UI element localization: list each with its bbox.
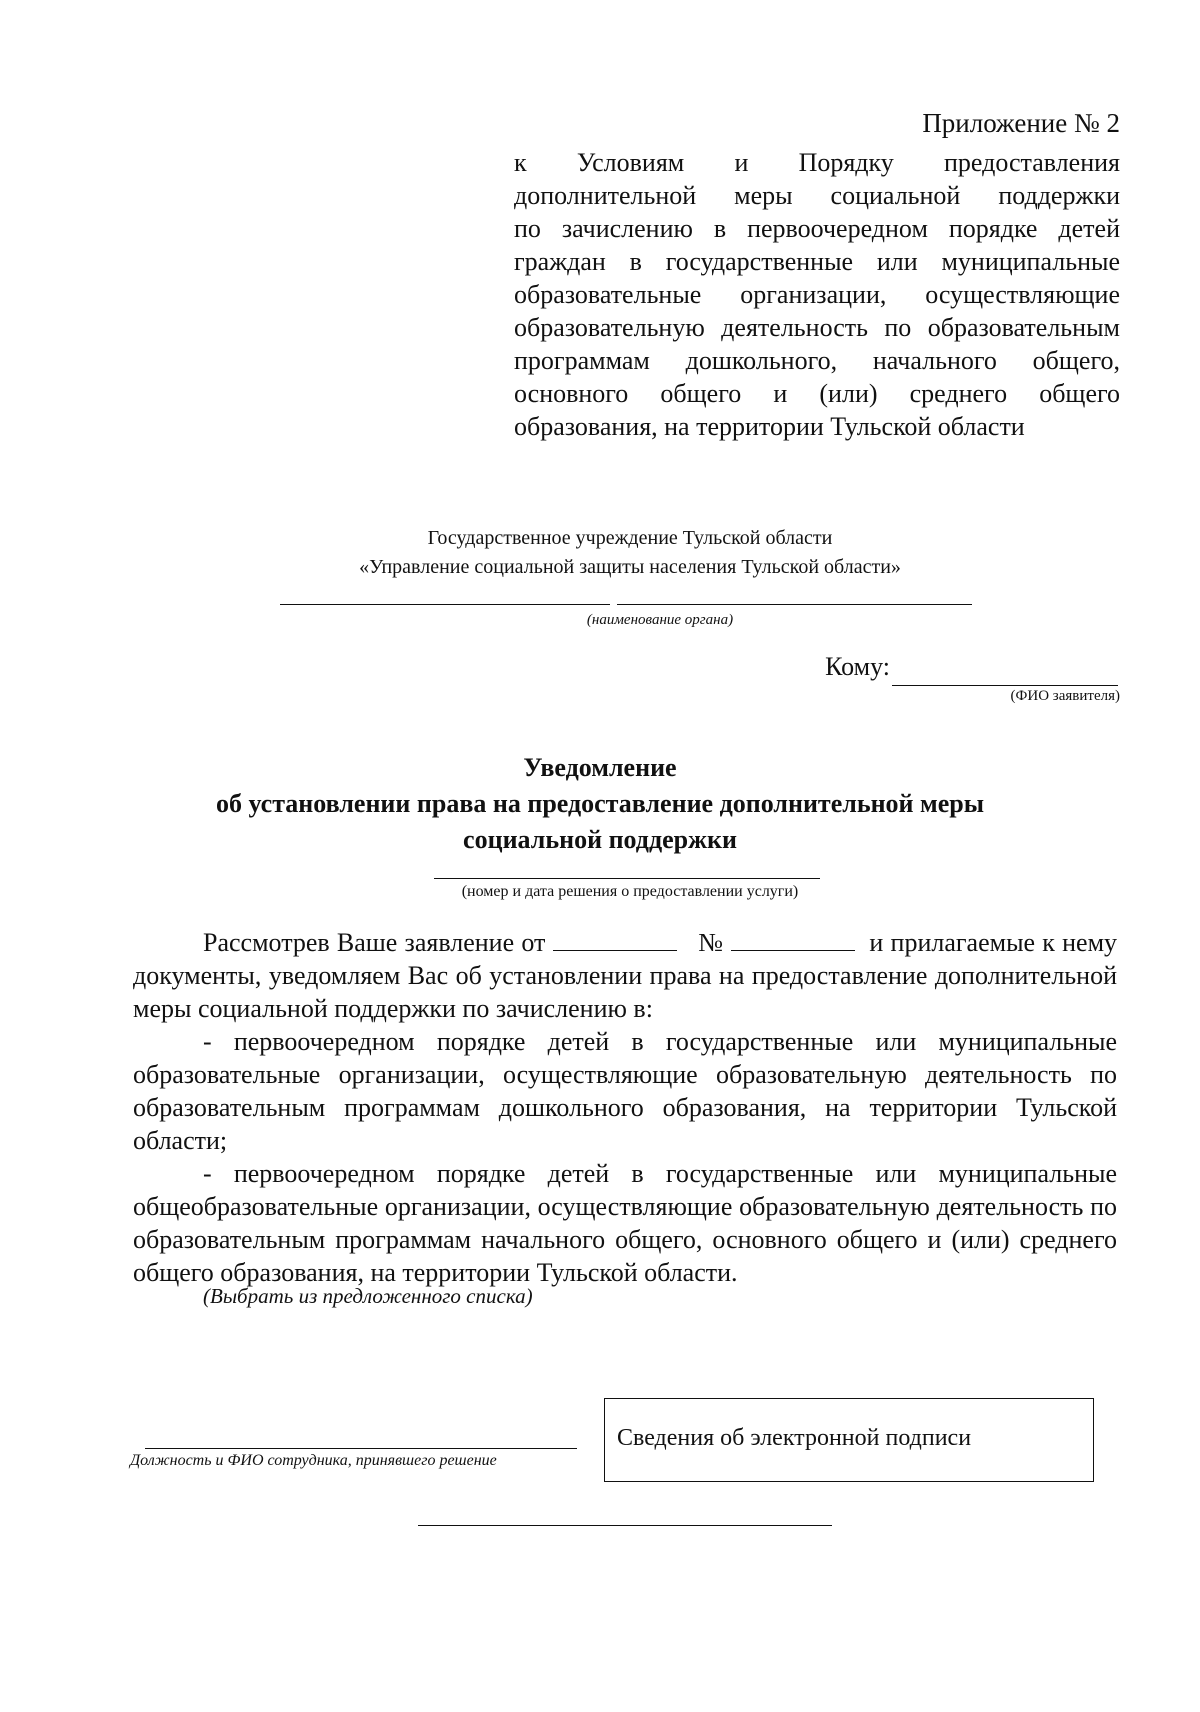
appendix-line: к Условиям и Порядку предоставления bbox=[514, 148, 1120, 177]
decision-caption: (номер и дата решения о предоставлении услуги) bbox=[461, 883, 799, 900]
number-sign: № bbox=[698, 928, 724, 957]
organization-caption: (наименование органа) bbox=[586, 612, 734, 628]
appendix-line: образования, на территории Тульской области bbox=[514, 412, 1025, 441]
intro-start: Рассмотрев Ваше заявление от bbox=[203, 928, 546, 957]
appendix-line: программам дошкольного, начального общего, bbox=[514, 346, 1120, 375]
title-line-2: об установлении права на предоставление дополнительной меры bbox=[215, 789, 985, 818]
list-item: - первоочередном порядке детей в государственные или муниципальные образовательные организации, осуществляющие образовательную деятельность по образовательным программам дошкольного образования, на территории Тульской области; bbox=[133, 1027, 1117, 1155]
appendix-line: дополнительной меры социальной поддержки bbox=[514, 181, 1120, 210]
application-number-field[interactable] bbox=[731, 926, 855, 951]
recipient-caption: (ФИО заявителя) bbox=[1010, 688, 1120, 704]
intro-end: и прилагаемые к нему документы, уведомляем Вас об установлении права на предоставление дополнительной меры социальной поддержки по зачислению в: bbox=[133, 928, 1118, 1023]
choose-note: (Выбрать из предложенного списка) bbox=[203, 1284, 533, 1308]
appendix-line: образовательную деятельность по образовательным bbox=[514, 313, 1120, 342]
signature-caption: Должность и ФИО сотрудника, принявшего решение bbox=[130, 1452, 497, 1469]
appendix-title: Приложение № 2 bbox=[922, 108, 1120, 138]
appendix-line: по зачислению в первоочередном порядке детей bbox=[514, 214, 1120, 243]
intro-paragraph bbox=[133, 926, 1117, 1025]
organization-underline-right bbox=[617, 604, 972, 605]
title-line-1: Уведомление bbox=[523, 753, 677, 782]
document-body bbox=[133, 926, 1117, 1289]
appendix-line: образовательные организации, осуществляющие bbox=[514, 280, 1120, 309]
appendix-reference bbox=[514, 146, 1120, 443]
organization-name bbox=[240, 524, 1020, 582]
decision-blank-field[interactable] bbox=[434, 878, 820, 879]
recipient-label: Кому: bbox=[825, 652, 890, 681]
list-item: - первоочередном порядке детей в государственные или муниципальные общеобразовательные организации, осуществляющие образовательную деятельность по образовательным программам начального общего, основного общего и (или) среднего общего образования, на территории Тульской области. bbox=[133, 1159, 1117, 1287]
signature-blank-field[interactable] bbox=[145, 1448, 577, 1449]
application-date-field[interactable] bbox=[553, 926, 677, 951]
electronic-signature-box bbox=[604, 1398, 1094, 1482]
organization-line-1: Государственное учреждение Тульской области bbox=[427, 527, 833, 549]
document-title bbox=[150, 750, 1050, 858]
title-line-3: социальной поддержки bbox=[463, 825, 737, 854]
organization-underline-left bbox=[280, 604, 610, 605]
recipient-blank-field[interactable] bbox=[892, 685, 1118, 686]
electronic-signature-label: Сведения об электронной подписи bbox=[617, 1425, 972, 1451]
organization-line-2: «Управление социальной защиты населения Тульской области» bbox=[359, 556, 901, 578]
bottom-separator bbox=[418, 1525, 832, 1526]
appendix-line: граждан в государственные или муниципальные bbox=[514, 247, 1120, 276]
appendix-line: основного общего и (или) среднего общего bbox=[514, 379, 1120, 408]
